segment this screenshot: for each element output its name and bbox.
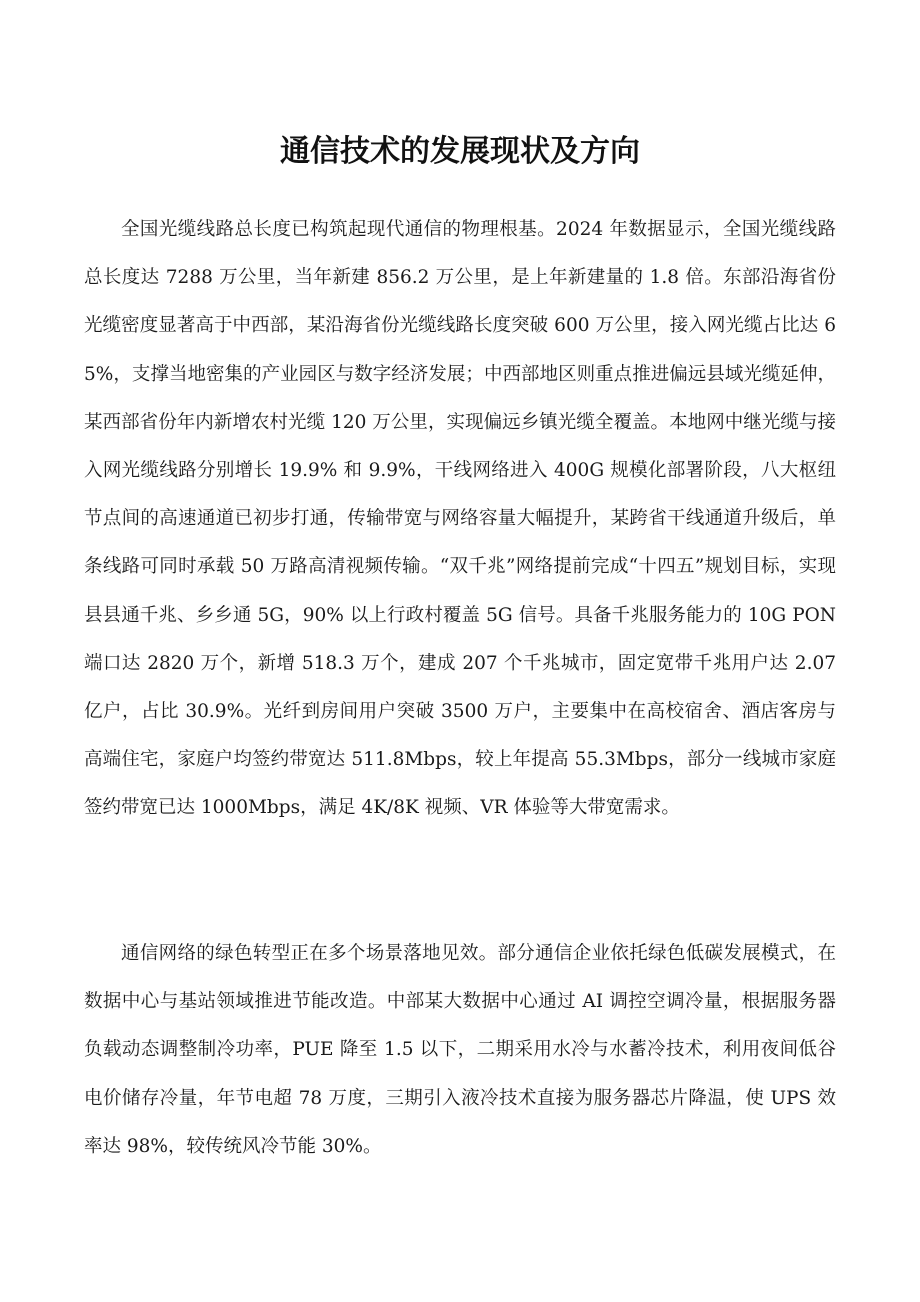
paragraph-fiber-network: 全国光缆线路总长度已构筑起现代通信的物理根基。2024 年数据显示，全国光缆线路总长度达 7288 万公里，当年新建 856.2 万公里，是上年新建量的 1.8 倍。东部沿海省份光缆密度显著高于中西部，某沿海省份光缆线路长度突破 600 万公里，接入网光缆占比达 65%，支撑当地密集的产业园区与数字经济发展；中西部地区则重点推进偏远县域光缆延伸，某西部省份年内新增农村光缆 120 万公里，实现偏远乡镇光缆全覆盖。本地网中继光缆与接入网光缆线路分别增长 19.9% 和 9.9%，干线网络进入 400G 规模化部署阶段，八大枢纽节点间的高速通道已初步打通，传输带宽与网络容量大幅提升，某跨省干线通道升级后，单条线路可同时承载 50 万路高清视频传输。“双千兆”网络提前完成“十四五”规划目标，实现县县通千兆、乡乡通 5G，90% 以上行政村覆盖 5G 信号。具备千兆服务能力的 10G PON 端口达 2820 万个，新增 518.3 万个，建成 207 个千兆城市，固定宽带千兆用户达 2.07 亿户，占比 30.9%。光纤到房间用户突破 3500 万户，主要集中在高校宿舍、酒店客房与高端住宅，家庭户均签约带宽达 511.8Mbps，较上年提高 55.3Mbps，部分一线城市家庭签约带宽已达 1000Mbps，满足 4K/8K 视频、VR 体验等大带宽需求。 [84,219,836,819]
paragraph-green-transition: 通信网络的绿色转型正在多个场景落地见效。部分通信企业依托绿色低碳发展模式，在数据中心与基站领域推进节能改造。中部某大数据中心通过 AI 调控空调冷量，根据服务器负载动态调整制冷功率，PUE 降至 1.5 以下，二期采用水冷与水蓄冷技术，利用夜间低谷电价储存冷量，年节电超 78 万度，三期引入液冷技术直接为服务器芯片降温，使 UPS 效率达 98%，较传统风冷节能 30%。 [84,943,836,1157]
document-title: 通信技术的发展现状及方向 [280,134,640,169]
